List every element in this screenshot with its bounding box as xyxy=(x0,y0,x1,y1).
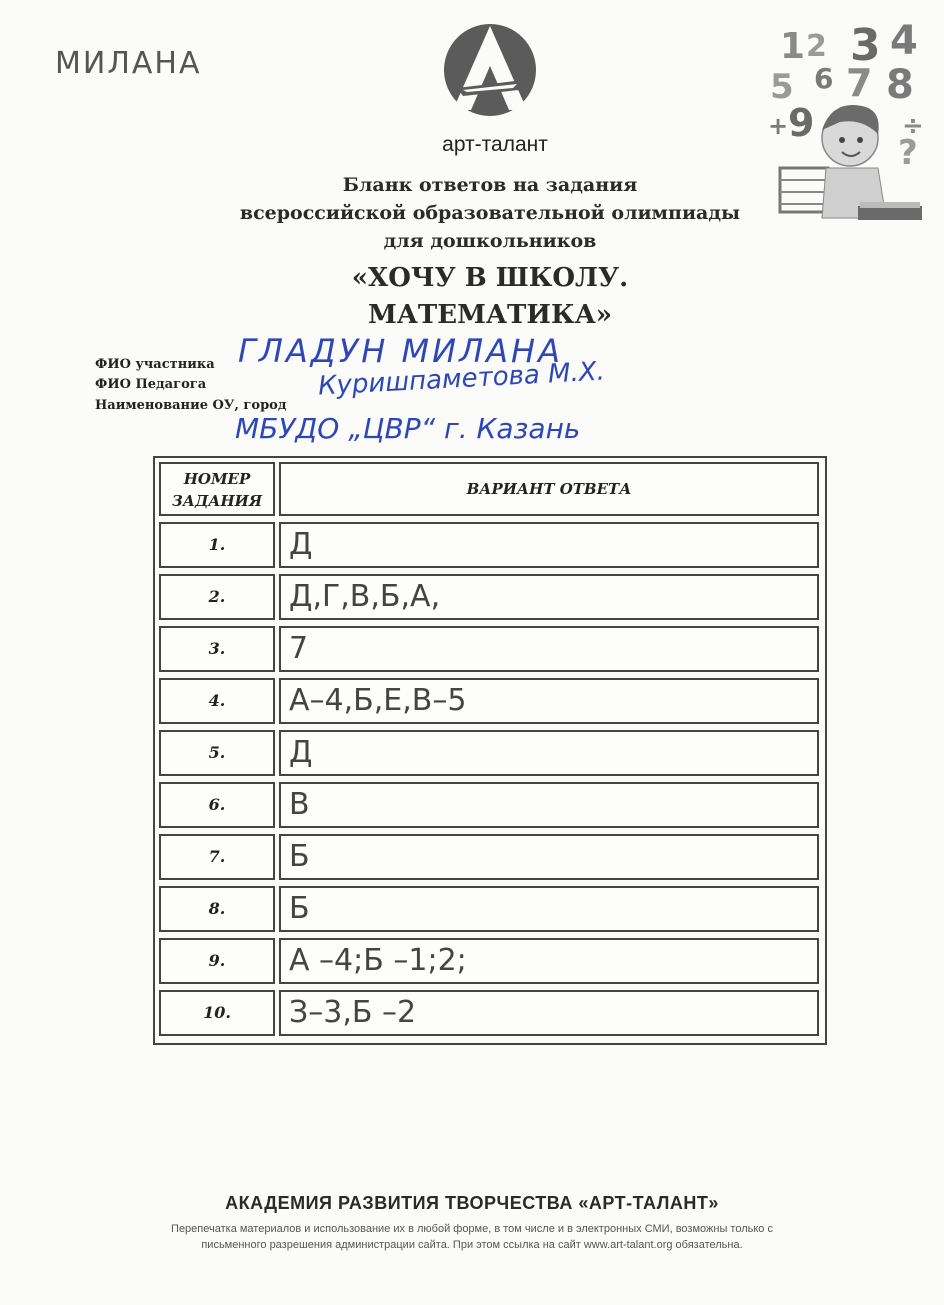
row-9-answer: А –4;Б –1;2; xyxy=(279,938,819,984)
svg-text:3: 3 xyxy=(850,20,881,71)
org-label: Наименование ОУ, город xyxy=(95,398,287,413)
svg-text:÷: ÷ xyxy=(902,111,924,141)
row-7-answer: Б xyxy=(279,834,819,880)
row-1-answer: Д xyxy=(279,522,819,568)
teacher-value: Куришпаметова М.Х. xyxy=(317,356,606,402)
row-3-number: 3. xyxy=(159,626,275,672)
org-value: МБУДО „ЦВР“ г. Казань xyxy=(235,412,581,445)
row-2-number: 2. xyxy=(159,574,275,620)
answer-table xyxy=(153,456,827,1045)
header-answer-text: ВАРИАНТ ОТВЕТА xyxy=(466,480,632,498)
row-9-number: 9. xyxy=(159,938,275,984)
footer-org: АКАДЕМИЯ РАЗВИТИЯ ТВОРЧЕСТВА «АРТ-ТАЛАНТ» xyxy=(225,1193,719,1213)
row-2-answer: Д,Г,В,Б,А, xyxy=(279,574,819,620)
header-task-number xyxy=(159,462,275,516)
title-line-5: МАТЕМАТИКА» xyxy=(367,300,613,330)
row-4-number: 4. xyxy=(159,678,275,724)
row-4-answer: А–4,Б,Е,В–5 xyxy=(279,678,819,724)
row-3-answer: 7 xyxy=(279,626,819,672)
row-5-answer: Д xyxy=(279,730,819,776)
row-8-answer: Б xyxy=(279,886,819,932)
svg-text:+: + xyxy=(768,112,789,140)
footer-notice-line-1: Перепечатка материалов и использование их в любой форме, в том числе и в электронных СМИ, возможны только с xyxy=(171,1223,773,1235)
participant-value: ГЛАДУН МИЛАНА xyxy=(238,332,563,370)
row-6-answer: В xyxy=(279,782,819,828)
participant-label: ФИО участника xyxy=(95,357,215,372)
row-10-number: 10. xyxy=(159,990,275,1036)
title-line-4: «ХОЧУ В ШКОЛУ. xyxy=(351,263,629,293)
teacher-label: ФИО Педагога xyxy=(95,377,207,392)
title-line-3: для дошкольников xyxy=(383,230,597,252)
row-7-number: 7. xyxy=(159,834,275,880)
row-5-number: 5. xyxy=(159,730,275,776)
brand-name: арт-талант xyxy=(442,133,548,156)
row-1-number: 1. xyxy=(159,522,275,568)
svg-text:6: 6 xyxy=(814,62,834,95)
footer-notice-line-2: письменного разрешения администрации сайта. При этом ссылка на сайт www.art-talant.org обязательна. xyxy=(201,1239,743,1251)
header-task-number-text: НОМЕР ЗАДАНИЯ xyxy=(171,470,263,510)
svg-text:4: 4 xyxy=(890,18,918,64)
art-talant-logo xyxy=(443,18,537,122)
svg-text:1: 1 xyxy=(780,26,806,67)
title-line-2: всероссийской образовательной олимпиады xyxy=(239,202,741,224)
svg-text:5: 5 xyxy=(770,67,794,107)
svg-text:?: ? xyxy=(898,133,918,173)
row-8-number: 8. xyxy=(159,886,275,932)
svg-text:8: 8 xyxy=(886,62,914,108)
title-line-1: Бланк ответов на задания xyxy=(342,174,638,196)
footer-notice xyxy=(110,1221,834,1253)
corner-name-note: МИЛАНА xyxy=(55,46,202,81)
header-answer xyxy=(279,462,819,516)
row-6-number: 6. xyxy=(159,782,275,828)
row-10-answer: З–3,Б –2 xyxy=(279,990,819,1036)
svg-text:9: 9 xyxy=(788,101,815,145)
svg-text:7: 7 xyxy=(846,61,873,105)
svg-text:2: 2 xyxy=(806,29,827,64)
